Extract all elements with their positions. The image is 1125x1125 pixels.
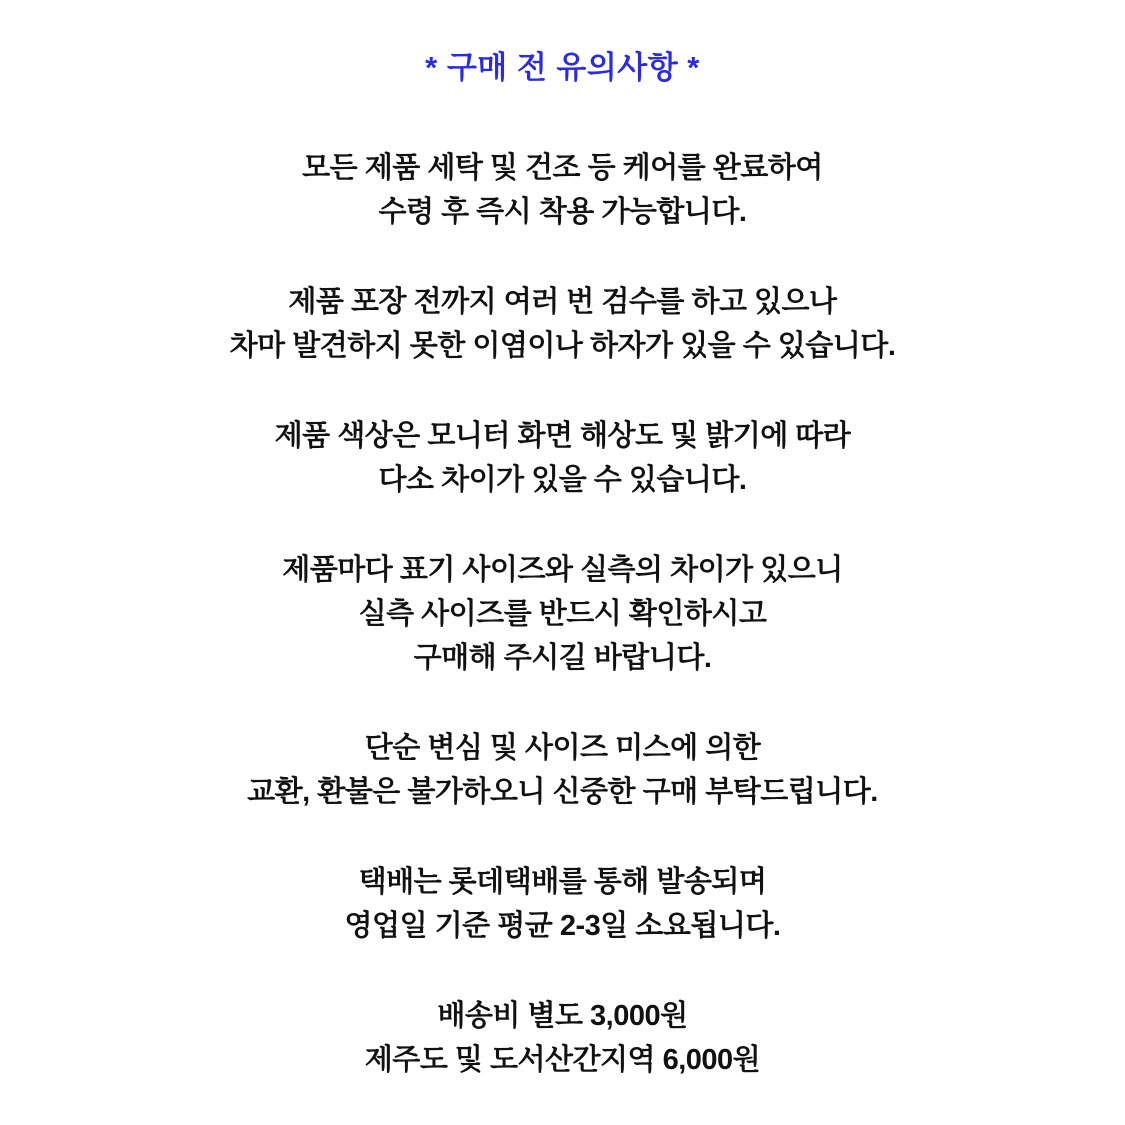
notice-line: 제품마다 표기 사이즈와 실측의 차이가 있으니 <box>282 554 843 586</box>
notice-line: 차마 발견하지 못한 이염이나 하자가 있을 수 있습니다. <box>229 330 896 362</box>
notice-paragraph <box>0 146 1125 234</box>
notice-line: 택배는 롯데택배를 통해 발송되며 <box>358 866 767 898</box>
notice-line: 제품 포장 전까지 여러 번 검수를 하고 있으나 <box>288 286 837 318</box>
notice-line: 제주도 및 도서산간지역 6,000원 <box>364 1044 761 1076</box>
notice-paragraph <box>0 860 1125 948</box>
notice-body <box>0 146 1125 1082</box>
notice-paragraph <box>0 726 1125 814</box>
notice-line: 수령 후 즉시 착용 가능합니다. <box>378 196 747 228</box>
notice-line: 배송비 별도 3,000원 <box>437 1000 688 1032</box>
notice-paragraph <box>0 994 1125 1082</box>
notice-paragraph <box>0 280 1125 368</box>
notice-line: 제품 색상은 모니터 화면 해상도 및 밝기에 따라 <box>274 420 851 452</box>
notice-line: 교환, 환불은 불가하오니 신중한 구매 부탁드립니다. <box>247 776 878 808</box>
notice-paragraph <box>0 414 1125 502</box>
notice-line: 영업일 기준 평균 2-3일 소요됩니다. <box>344 910 781 942</box>
page-title: * 구매 전 유의사항 * <box>425 50 700 85</box>
notice-line: 실측 사이즈를 반드시 확인하시고 <box>358 598 767 630</box>
notice-line: 구매해 주시길 바랍니다. <box>413 642 712 674</box>
notice-line: 다소 차이가 있을 수 있습니다. <box>378 464 747 496</box>
notice-line: 단순 변심 및 사이즈 미스에 의한 <box>364 732 761 764</box>
notice-paragraph <box>0 548 1125 680</box>
notice-line: 모든 제품 세탁 및 건조 등 케어를 완료하여 <box>302 152 823 184</box>
